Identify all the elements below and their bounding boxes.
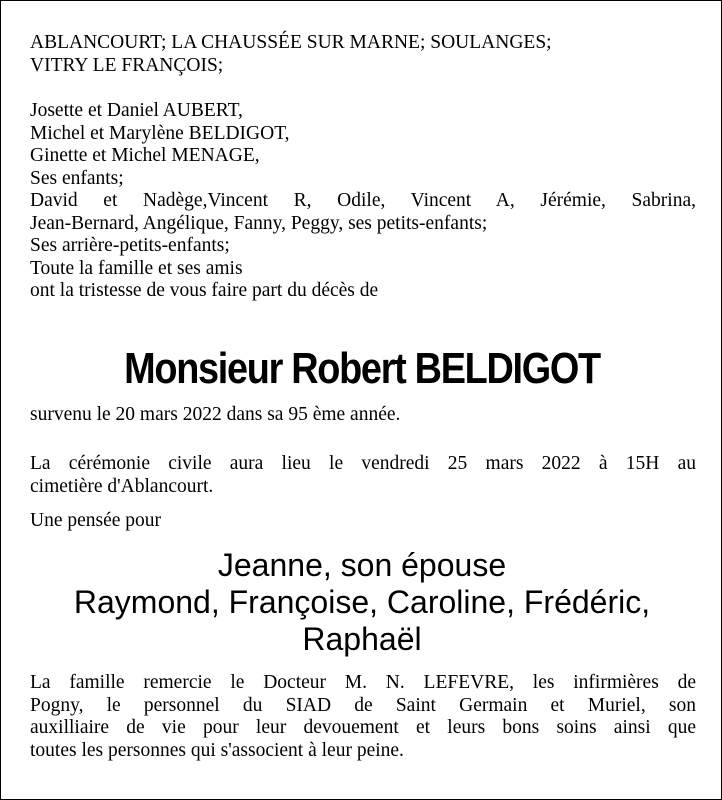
thanks-paragraph — [30, 672, 696, 762]
remembered-persons — [1, 547, 722, 658]
thanks-line: La famille remercie le Docteur M. N. LEFEVRE, les infirmières de — [30, 672, 696, 693]
remembered-line: Jeanne, son épouse — [217, 547, 507, 583]
family-line: Ses enfants; — [30, 167, 124, 189]
family-line: ont la tristesse de vous faire part du décès de — [30, 280, 379, 301]
family-line: Ses arrière-petits-enfants; — [30, 235, 230, 256]
ceremony-line: La cérémonie civile aura lieu le vendredi 25 mars 2022 à 15H au — [30, 453, 696, 474]
family-line: Michel et Marylène BELDIGOT, — [30, 122, 290, 144]
family-line: Jean-Bernard, Angélique, Fanny, Peggy, ses petits-enfants; — [30, 212, 488, 234]
death-info — [30, 404, 696, 427]
ceremony-info — [30, 453, 696, 498]
thanks-line: toutes les personnes qui s'associent à leur peine. — [30, 739, 404, 761]
deceased-name: Monsieur Robert BELDIGOT — [124, 344, 600, 393]
thanks-line: Pogny, le personnel du SIAD de Saint Germain et Muriel, son — [30, 694, 696, 716]
thought-intro — [30, 510, 696, 533]
towns-line: ABLANCOURT; LA CHAUSSÉE SUR MARNE; SOULANGES; — [30, 32, 552, 53]
family-line: Josette et Daniel AUBERT, — [30, 100, 243, 121]
death-text: survenu le 20 mars 2022 dans sa 95 ème année. — [30, 404, 401, 425]
towns-line: VITRY LE FRANÇOIS; — [30, 54, 224, 76]
remembered-line: Raphaël — [302, 621, 422, 657]
remembered-line: Raymond, Françoise, Caroline, Frédéric, — [73, 584, 651, 620]
ceremony-line: cimetière d'Ablancourt. — [30, 475, 214, 497]
family-line: Toute la famille et ses amis — [30, 257, 243, 279]
family-line: David et Nadège,Vincent R, Odile, Vincent A, Jérémie, Sabrina, — [30, 190, 696, 211]
thanks-line: auxilliaire de vie pour leur devouement et leurs bons soins ainsi que — [30, 717, 696, 738]
towns-list — [30, 32, 696, 77]
thought-text: Une pensée pour — [30, 510, 162, 531]
family-line: Ginette et Michel MENAGE, — [30, 145, 260, 166]
family-list — [30, 100, 696, 303]
